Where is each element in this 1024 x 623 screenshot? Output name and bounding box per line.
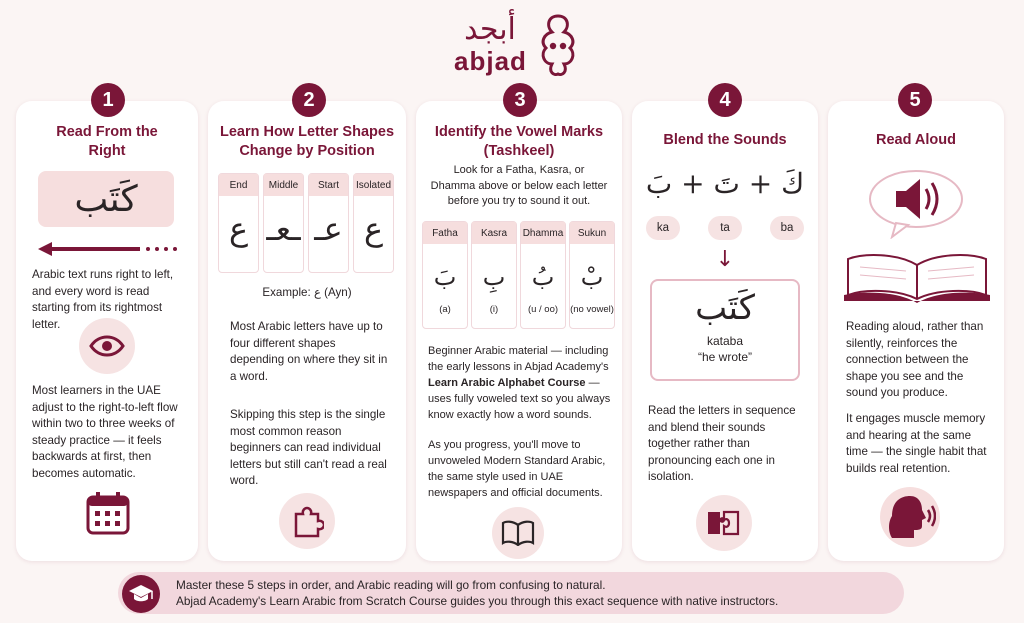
step-note: Most learners in the UAE adjust to the right-to-left flow within two to three weeks of steady practice — it feels backwards at first, then becomes automatic. [32, 384, 178, 480]
step-note: As you progress, you'll move to unvoweled Modern Standard Arabic, the same style used in UAE newspapers and official documents. [428, 439, 606, 499]
step-title: Learn How Letter Shapes Change by Position [219, 124, 395, 159]
step-number-badge: 4 [708, 83, 742, 117]
shape-header: Middle [264, 174, 303, 196]
course-name: Learn Arabic Alphabet Course [428, 377, 586, 389]
vowel-glyph: بِ [482, 263, 506, 291]
vowel-fatha [422, 221, 468, 329]
shape-glyph: ع [228, 210, 249, 248]
step-body [428, 343, 612, 423]
shape-column-start [308, 173, 349, 273]
vowel-name: Fatha [423, 222, 467, 244]
vowel-glyph: بْ [580, 263, 604, 291]
footer-banner [118, 572, 904, 614]
step-note: It engages muscle memory and hearing at the same time — the single habit that builds real retention. [846, 412, 987, 475]
step-title: Blend the Sounds [663, 132, 787, 148]
step-card-3 [416, 101, 622, 561]
vowel-note: (a) [439, 304, 451, 315]
down-arrow-icon: ↓ [715, 247, 735, 272]
eye-icon [79, 318, 135, 374]
graduation-cap-icon [122, 575, 160, 613]
shape-header: Isolated [354, 174, 393, 196]
vowel-glyph: بَ [433, 263, 457, 291]
step-number-badge: 5 [898, 83, 932, 117]
vowel-dhamma [520, 221, 566, 329]
speaker-icon [866, 167, 966, 239]
syllable-chip: ba [770, 216, 804, 240]
vowel-note: (u / oo) [527, 304, 559, 315]
syllable-chip: ka [646, 216, 680, 240]
step-card-5 [828, 101, 1004, 561]
vowel-sukun [569, 221, 615, 329]
step-note: Skipping this step is the single most common reason beginners can read individual letters but still can't read a real word. [230, 408, 387, 487]
meaning: “he wrote” [697, 350, 753, 364]
open-book-icon [842, 251, 992, 307]
abjad-logo [448, 8, 588, 80]
speaking-head-icon [880, 487, 940, 547]
arabic-word-box: كَتَب [38, 171, 174, 227]
vowel-kasra [471, 221, 517, 329]
logo-mark-icon [536, 12, 580, 78]
footer-line-2: Abjad Academy's Learn Arabic from Scratch Course guides you through this exact sequence with native instructors. [176, 594, 779, 608]
syllable-equation: كَ + تَ + بَ [645, 167, 805, 200]
footer-line-1: Master these 5 steps in order, and Arabic reading will go from confusing to natural. [176, 578, 606, 592]
step-intro: Look for a Fatha, Kasra, or Dhamma above or below each letter before you try to sound it out. [430, 164, 608, 207]
vowel-name: Kasra [472, 222, 516, 244]
shape-header: End [219, 174, 258, 196]
step-body: Reading aloud, rather than silently, reinforces the connection between the shape you see and the sound you produce. [846, 320, 984, 399]
shape-column-isolated [353, 173, 394, 273]
step-number-badge: 2 [292, 83, 326, 117]
transliteration: kataba [706, 334, 744, 348]
logo-arabic: أبجد [464, 12, 516, 47]
step-card-2 [208, 101, 406, 561]
body-text: — uses fully voweled text so you always know exactly how a word sounds. [428, 377, 611, 421]
step-body: Read the letters in sequence and blend their sounds together rather than pronouncing each one in isolation. [648, 404, 796, 483]
vowel-name: Sukun [570, 222, 614, 244]
shape-column-end [218, 173, 259, 273]
step-title: Read Aloud [875, 132, 957, 148]
left-arrow-icon [38, 241, 178, 257]
step-number-badge: 3 [503, 83, 537, 117]
shape-column-middle [263, 173, 304, 273]
vowel-note: (i) [489, 304, 499, 315]
blended-word: كَتَب [695, 288, 755, 328]
step-card-4 [632, 101, 818, 561]
step-card-1 [16, 101, 198, 561]
puzzle-icon [279, 493, 335, 549]
step-title: Read From the Right [56, 124, 158, 159]
syllable-chip: ta [708, 216, 742, 240]
letter-shapes-table [218, 173, 394, 273]
vowel-name: Dhamma [521, 222, 565, 244]
vowel-note: (no vowel) [570, 304, 614, 315]
calendar-icon [84, 489, 132, 541]
blended-word-box [650, 279, 800, 381]
step-title: Identify the Vowel Marks (Tashkeel) [434, 124, 604, 159]
example-label: Example: ع (Ayn) [262, 286, 352, 299]
step-body: Arabic text runs right to left, and every word is read starting from its rightmost letter. [32, 268, 174, 331]
body-text: Beginner Arabic material — including the early lessons in Abjad Academy's [428, 345, 609, 373]
logo-latin: abjad [454, 46, 527, 76]
shape-glyph: ع [363, 210, 384, 248]
shape-glyph: عـ [314, 210, 343, 248]
step-body: Most Arabic letters have up to four different shapes depending on where they sit in a word. [230, 320, 388, 383]
shape-header: Start [309, 174, 348, 196]
book-icon [492, 507, 544, 559]
vowel-glyph: بُ [531, 263, 555, 291]
shape-glyph: ـعـ [266, 210, 301, 248]
puzzle-pieces-icon [696, 495, 752, 551]
step-number-badge: 1 [91, 83, 125, 117]
